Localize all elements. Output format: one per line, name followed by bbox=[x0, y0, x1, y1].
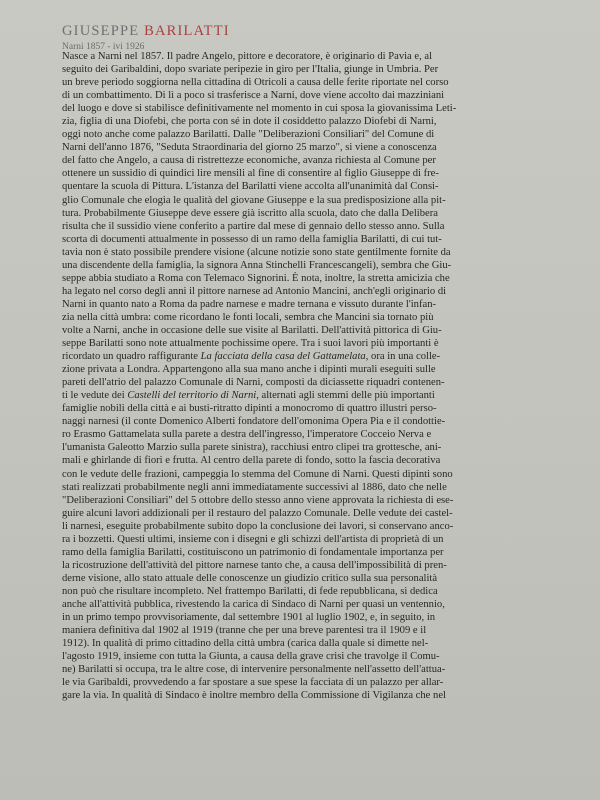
text-line: tavia non è stato possibile prendere visione (alcune notizie sono state gentilmente fornite da bbox=[62, 246, 451, 258]
text-line: derne visione, allo stato attuale delle conoscenze un giudizio critico sulla sua personalità bbox=[62, 572, 438, 584]
text-line: l'umanista Galeotto Marzio sulla parete sinistra), racchiusi entro clipei tra grottesche, ani- bbox=[62, 442, 442, 454]
text-line: oggi noto anche come palazzo Barilatti. Dalle "Deliberazioni Consiliari" del Comune di bbox=[62, 129, 435, 141]
text-line: seppe Barilatti sono note attualmente pochissime opere. Tra i suoi lavori più importanti è bbox=[62, 338, 439, 350]
text-line: ro Erasmo Gattamelata sulla parete a destra dell'ingresso, l'imperatore Cocceio Nerva e bbox=[62, 429, 432, 441]
text-line: non può che risultare incompleto. Nel frattempo Barilatti, di fede repubblicana, si dedica bbox=[62, 585, 438, 597]
text-line: un breve periodo soggiorna nella cittadina di Otricoli a causa delle ferite riportate nel corso bbox=[62, 77, 449, 89]
text-line: anche all'attività pubblica, rivestendo la carica di Sindaco di Narni per quasi un ventennio, bbox=[62, 598, 445, 610]
text-line: zione privata a Londra. Appartengono alla sua mano anche i dipinti murali eseguiti sulle bbox=[62, 364, 436, 376]
text-line: in un primo tempo provvisoriamente, dal settembre 1901 al luglio 1902, e, in seguito, in bbox=[62, 612, 436, 624]
text-line: seguito dei Garibaldini, dopo svariate peripezie in giro per l'Italia, giunge in Umbria. Per bbox=[62, 64, 439, 76]
artwork-title: La facciata della casa del Gattamelata bbox=[200, 351, 366, 363]
artist-name bbox=[62, 22, 562, 40]
biography-text bbox=[62, 50, 580, 790]
text-line: ottenere un sussidio di quindici lire mensili al fine di consentire al figlio Giuseppe di fre- bbox=[62, 168, 439, 180]
artist-dates: Narni 1857 - ivi 1926 bbox=[62, 42, 145, 52]
text-line: maniera definitiva dal 1902 al 1919 (tranne che per una breve parentesi tra il 1909 e il bbox=[62, 625, 427, 637]
text-line: del luogo e dove si stabilisce definitivamente nel momento in cui sposa la giovanissima Leti- bbox=[62, 103, 457, 115]
text-line: ra i bozzetti. Questi ultimi, insieme con i disegni e gli schizzi dell'artista di proprietà di un bbox=[62, 533, 444, 545]
text-line: la ricostruzione dell'attività del pittore narnese tanto che, a causa dell'impossibilità di pren- bbox=[62, 559, 447, 571]
text-line: naggi narnesi (il conte Domenico Alberti fondatore dell'omonima Opera Pia e il condottie- bbox=[62, 416, 446, 428]
text-line: li narnesi, eseguite probabilmente subito dopo la conclusione dei lavori, si conservano anco- bbox=[62, 520, 454, 532]
text-line: una discendente della famiglia, la signora Anna Stinchelli Francescangeli), sembra che Giu- bbox=[62, 259, 452, 271]
text-line: risulta che il sussidio viene conferito a partire dal mese di gennaio dello stesso anno. Sulla bbox=[62, 220, 445, 232]
text-line: "Deliberazioni Consiliari" del 5 ottobre dello stesso anno viene approvata la richiesta di ese- bbox=[62, 494, 454, 506]
text-line: seppe abbia studiato a Roma con Telemaco Signorini. È nota, inoltre, la stretta amicizia che bbox=[62, 272, 450, 284]
text-line: 1912). In qualità di primo cittadino della città umbra (carica dalla quale si dimette nel- bbox=[62, 638, 429, 650]
text-line: di un combattimento. Di lì a poco si trasferisce a Narni, dove viene accolto dai mazziniani bbox=[62, 90, 445, 102]
text-line: gare la via. In qualità di Sindaco è inoltre membro della Commissione di Vigilanza che nel bbox=[62, 690, 446, 702]
text-line: con le vedute delle frazioni, campeggia lo stemma del Comune di Narni. Questi dipinti sono bbox=[62, 468, 453, 480]
text-line: quentare la scuola di Pittura. L'istanza del Barilatti viene accolta all'unanimità dal Consi- bbox=[62, 181, 439, 193]
text-line: zia nella città umbra: come ricordano le fonti locali, sembra che Mancini sia tornato più bbox=[62, 311, 434, 323]
text-line: ramo della famiglia Barilatti, costituiscono un patrimonio di fondamentale importanza per bbox=[62, 546, 444, 558]
text-line: Narni dell'anno 1876, "Seduta Straordinaria del giorno 25 marzo", si viene a conoscenza bbox=[62, 142, 437, 154]
text-line: mali e ghirlande di fiori e frutta. Al centro della parete di fondo, sotto la fascia decorativa bbox=[62, 455, 441, 467]
text-line: pareti dell'atrio del palazzo Comunale di Narni, composti da diciassette riquadri contenen- bbox=[62, 377, 445, 389]
text-line: zia, figlia di una Diofebi, che porta con sé in dote il cosiddetto palazzo Diofebi di Narni, bbox=[62, 116, 437, 128]
text-line: famiglie nobili della città e ai busti-ritratto dipinti a monocromo di quattro illustri perso- bbox=[62, 403, 437, 415]
artist-first-name: GIUSEPPE bbox=[62, 23, 140, 39]
text-line: l'agosto 1919, insieme con tutta la Giunta, a causa della grave crisi che travolge il Comu- bbox=[62, 651, 440, 663]
text-line: guire alcuni lavori addizionali per il restauro del palazzo Comunale. Delle vedute dei castel- bbox=[62, 507, 453, 519]
text-line: volte a Narni, anche in occasione delle sue visite al Barilatti. Dell'attività pittorica di Giu- bbox=[62, 324, 442, 336]
text-line: ti le vedute dei Castelli del territorio di Narni, alternati agli stemmi delle più importanti bbox=[62, 390, 435, 402]
text-line: Nasce a Narni nel 1857. Il padre Angelo, pittore e decoratore, è originario di Pavia e, al bbox=[62, 51, 433, 62]
text-line: scorta di documenti attualmente in possesso di un ramo della famiglia Barilatti, di cui tut- bbox=[62, 233, 442, 245]
artwork-title: Castelli del territorio di Narni bbox=[127, 390, 257, 402]
artist-header bbox=[62, 22, 562, 53]
text-line: glio Comunale che elogia le qualità del giovane Giuseppe e la sua predisposizione alla pit- bbox=[62, 194, 446, 206]
text-line: stati realizzati probabilmente negli anni immediatamente successivi al 1886, dato che nelle bbox=[62, 481, 447, 493]
text-line: del fatto che Angelo, a causa di ristrettezze economiche, avanza richiesta al Comune per bbox=[62, 155, 436, 167]
text-line: Narni in quanto nato a Roma da padre narnese e madre ternana e vissuto durante l'infan- bbox=[62, 298, 437, 310]
text-line: ne) Barilatti si occupa, tra le altre cose, di intervenire personalmente nell'assetto dell'attua- bbox=[62, 664, 446, 676]
text-line: ricordato un quadro raffigurante La facciata della casa del Gattamelata, ora in una colle- bbox=[62, 351, 441, 363]
artist-last-name: BARILATTI bbox=[144, 23, 230, 39]
text-line: tura. Probabilmente Giuseppe deve essere già iscritto alla scuola, dato che dalla Delibera bbox=[62, 207, 438, 219]
text-line: ha legato nel corso degli anni il pittore narnese ad Antonio Mancini, anch'egli originario di bbox=[62, 285, 447, 297]
text-line: le via Garibaldi, provvedendo a far spostare a sue spese la facciata di un palazzo per allar- bbox=[62, 677, 444, 689]
